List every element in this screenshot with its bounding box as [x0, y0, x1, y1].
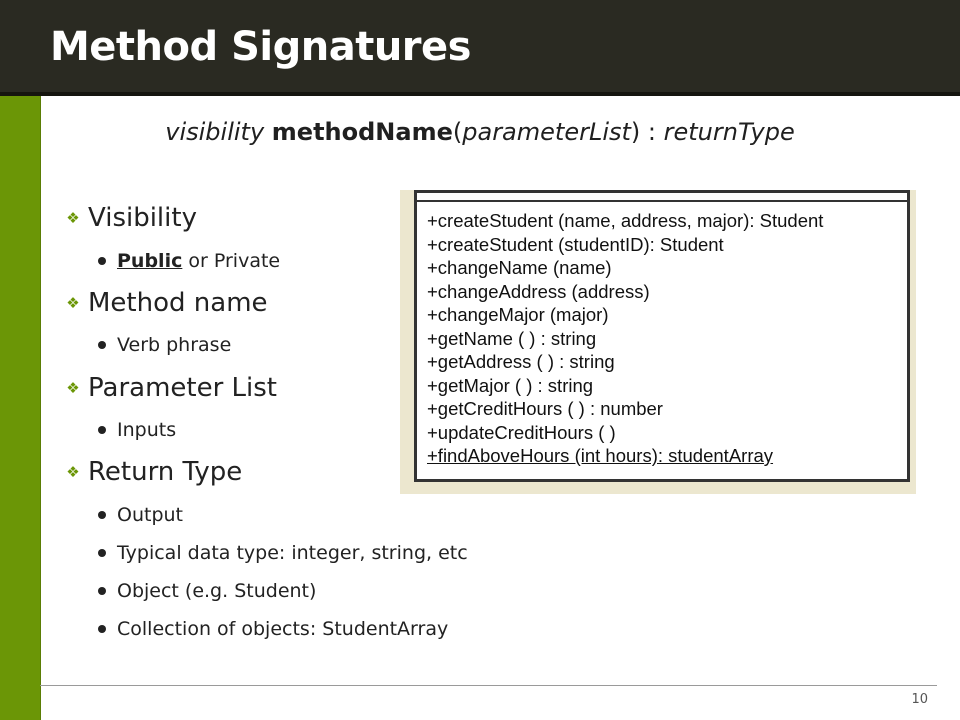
sub-bullet	[98, 618, 448, 640]
bullet-method-name	[64, 288, 268, 318]
title-bar	[0, 0, 960, 96]
uml-method-list	[427, 209, 823, 468]
uml-divider	[417, 200, 907, 202]
bullet-heading: Method name	[88, 288, 268, 318]
sub-bullet-text: Typical data type: integer, string, etc	[117, 542, 468, 564]
bullet-dot-icon	[98, 625, 106, 633]
sub-bullet-text: Inputs	[117, 419, 177, 441]
diamond-bullet-icon: ❖	[66, 294, 80, 312]
bullet-dot-icon	[98, 549, 106, 557]
uml-class-methods-figure	[400, 190, 916, 494]
page-number: 10	[911, 692, 928, 707]
method-signature-format	[40, 118, 920, 146]
signature-parameter-list: parameterList	[462, 118, 631, 146]
diamond-bullet-icon: ❖	[66, 209, 80, 227]
diamond-bullet-icon: ❖	[66, 379, 80, 397]
signature-return-type: returnType	[663, 118, 795, 146]
signature-close-paren: )	[630, 118, 641, 146]
uml-method: +changeMajor (major)	[427, 304, 609, 325]
left-accent-bar	[0, 96, 41, 720]
sub-bullet-text: or Private	[182, 250, 281, 272]
signature-open-paren: (	[452, 118, 463, 146]
sub-bullet	[98, 334, 231, 356]
sub-bullet	[98, 250, 280, 272]
signature-colon: :	[640, 118, 664, 146]
uml-method: +getAddress ( ) : string	[427, 351, 615, 372]
sub-bullet	[98, 580, 316, 602]
uml-method: +updateCreditHours ( )	[427, 421, 616, 443]
signature-method-name: methodName	[271, 118, 453, 146]
diamond-bullet-icon: ❖	[66, 463, 80, 481]
uml-method: +changeName (name)	[427, 257, 612, 278]
sub-bullet-text: Collection of objects: StudentArray	[117, 618, 449, 640]
sub-bullet-text: Verb phrase	[117, 334, 232, 356]
bullet-heading: Parameter List	[88, 373, 277, 403]
uml-method: +createStudent (name, address, major): Student	[427, 210, 824, 231]
bullet-dot-icon	[98, 257, 106, 265]
uml-method: +getMajor ( ) : string	[427, 374, 594, 396]
bullet-dot-icon	[98, 587, 106, 595]
bullet-heading: Visibility	[88, 203, 197, 233]
uml-method: +changeAddress (address)	[427, 280, 650, 302]
signature-visibility: visibility	[165, 118, 265, 146]
uml-methods-compartment	[414, 190, 910, 482]
uml-static-method: +findAboveHours (int hours): studentArray	[427, 445, 774, 466]
bullet-return-type	[64, 457, 242, 487]
sub-bullet	[98, 542, 468, 564]
public-keyword: Public	[117, 250, 183, 272]
sub-bullet-text: Output	[117, 504, 183, 526]
bullet-visibility	[64, 203, 197, 233]
slide-title: Method Signatures	[50, 24, 471, 70]
uml-method: +createStudent (studentID): Student	[427, 233, 724, 255]
uml-method: +getCreditHours ( ) : number	[427, 398, 663, 419]
sub-bullet-text: Object (e.g. Student)	[117, 580, 317, 602]
bullet-heading: Return Type	[88, 457, 243, 487]
footer-divider	[40, 685, 937, 686]
bullet-parameter-list	[64, 373, 277, 403]
uml-method: +getName ( ) : string	[427, 327, 597, 349]
sub-bullet	[98, 504, 183, 526]
sub-bullet	[98, 419, 176, 441]
bullet-dot-icon	[98, 341, 106, 349]
bullet-dot-icon	[98, 426, 106, 434]
bullet-dot-icon	[98, 511, 106, 519]
